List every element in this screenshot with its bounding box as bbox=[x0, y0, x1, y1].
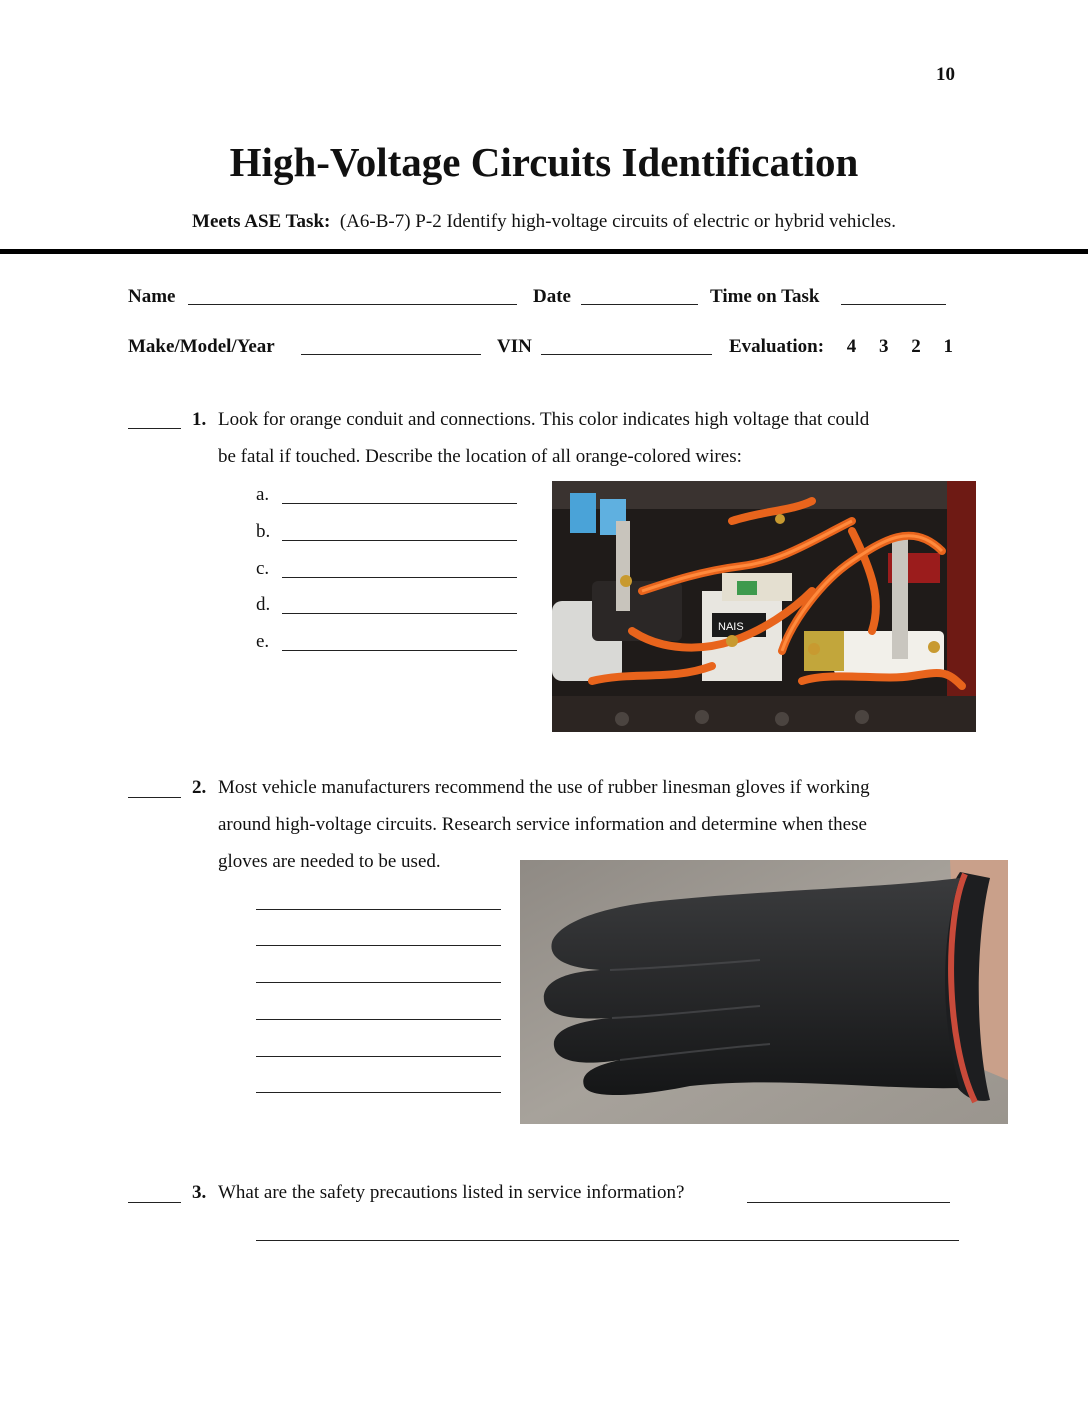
q1-answer-d-field[interactable] bbox=[282, 613, 517, 614]
q1-answer-b-field[interactable] bbox=[282, 540, 517, 541]
q3-answer-line-1[interactable] bbox=[747, 1202, 950, 1203]
q2-answer-line-1[interactable] bbox=[256, 909, 501, 910]
q3-number: 3. bbox=[192, 1182, 207, 1203]
page-title: High-Voltage Circuits Identification bbox=[229, 139, 859, 185]
q2-text-line-3: gloves are needed to be used. bbox=[218, 851, 441, 872]
ase-task-prefix: Meets ASE Task: bbox=[192, 211, 331, 232]
q1-number: 1. bbox=[192, 409, 207, 430]
q2-answer-line-2[interactable] bbox=[256, 945, 501, 946]
time-on-task-field[interactable] bbox=[841, 304, 946, 305]
q2-text-line-2: around high-voltage circuits. Research service information and determine when these bbox=[218, 814, 867, 835]
q1-text-line-2: be fatal if touched. Describe the location of all orange-colored wires: bbox=[218, 446, 742, 467]
q2-answer-line-4[interactable] bbox=[256, 1019, 501, 1020]
q1-answer-e-label: e. bbox=[256, 631, 270, 652]
q1-answer-c-field[interactable] bbox=[282, 577, 517, 578]
q3-answer-line-2[interactable] bbox=[256, 1240, 959, 1241]
q1-answer-a-label: a. bbox=[256, 484, 270, 505]
make-model-year-field[interactable] bbox=[301, 354, 481, 355]
ase-task-line bbox=[0, 211, 1088, 233]
date-field[interactable] bbox=[581, 304, 698, 305]
nais-relay-label: NAIS bbox=[718, 621, 744, 633]
name-field[interactable] bbox=[188, 304, 517, 305]
hybrid-wiring-photo bbox=[552, 481, 976, 732]
q1-answer-c-label: c. bbox=[256, 558, 270, 579]
q1-answer-e-field[interactable] bbox=[282, 650, 517, 651]
vin-label: VIN bbox=[497, 336, 532, 357]
vin-field[interactable] bbox=[541, 354, 712, 355]
make-model-year-label: Make/Model/Year bbox=[128, 336, 275, 357]
date-label: Date bbox=[533, 286, 571, 307]
rubber-glove-photo bbox=[520, 860, 1008, 1124]
evaluation-score-1[interactable]: 1 bbox=[943, 336, 954, 357]
evaluation bbox=[729, 336, 953, 358]
q1-answer-b-label: b. bbox=[256, 521, 271, 542]
q2-answer-line-5[interactable] bbox=[256, 1056, 501, 1057]
q2-text-line-1: Most vehicle manufacturers recommend the use of rubber linesman gloves if working bbox=[218, 777, 870, 798]
q1-score-blank[interactable] bbox=[128, 428, 181, 429]
page-number: 10 bbox=[936, 64, 955, 85]
q2-score-blank[interactable] bbox=[128, 797, 181, 798]
q2-answer-line-3[interactable] bbox=[256, 982, 501, 983]
evaluation-label: Evaluation: bbox=[729, 336, 825, 357]
q1-answer-d-label: d. bbox=[256, 594, 271, 615]
q2-answer-line-6[interactable] bbox=[256, 1092, 501, 1093]
name-label: Name bbox=[128, 286, 176, 307]
q1-answer-a-field[interactable] bbox=[282, 503, 517, 504]
q1-text-line-1: Look for orange conduit and connections. This color indicates high voltage that could bbox=[218, 409, 870, 430]
q2-number: 2. bbox=[192, 777, 207, 798]
header-rule bbox=[0, 249, 1088, 254]
time-on-task-label: Time on Task bbox=[710, 286, 820, 307]
ase-task-text: (A6-B-7) P-2 Identify high-voltage circuits of electric or hybrid vehicles. bbox=[339, 211, 896, 232]
evaluation-score-2[interactable]: 2 bbox=[911, 336, 921, 357]
q3-text-line-1: What are the safety precautions listed in service information? bbox=[218, 1182, 685, 1203]
q3-score-blank[interactable] bbox=[128, 1202, 181, 1203]
evaluation-score-4[interactable]: 4 bbox=[846, 336, 857, 357]
evaluation-score-3[interactable]: 3 bbox=[879, 336, 889, 357]
